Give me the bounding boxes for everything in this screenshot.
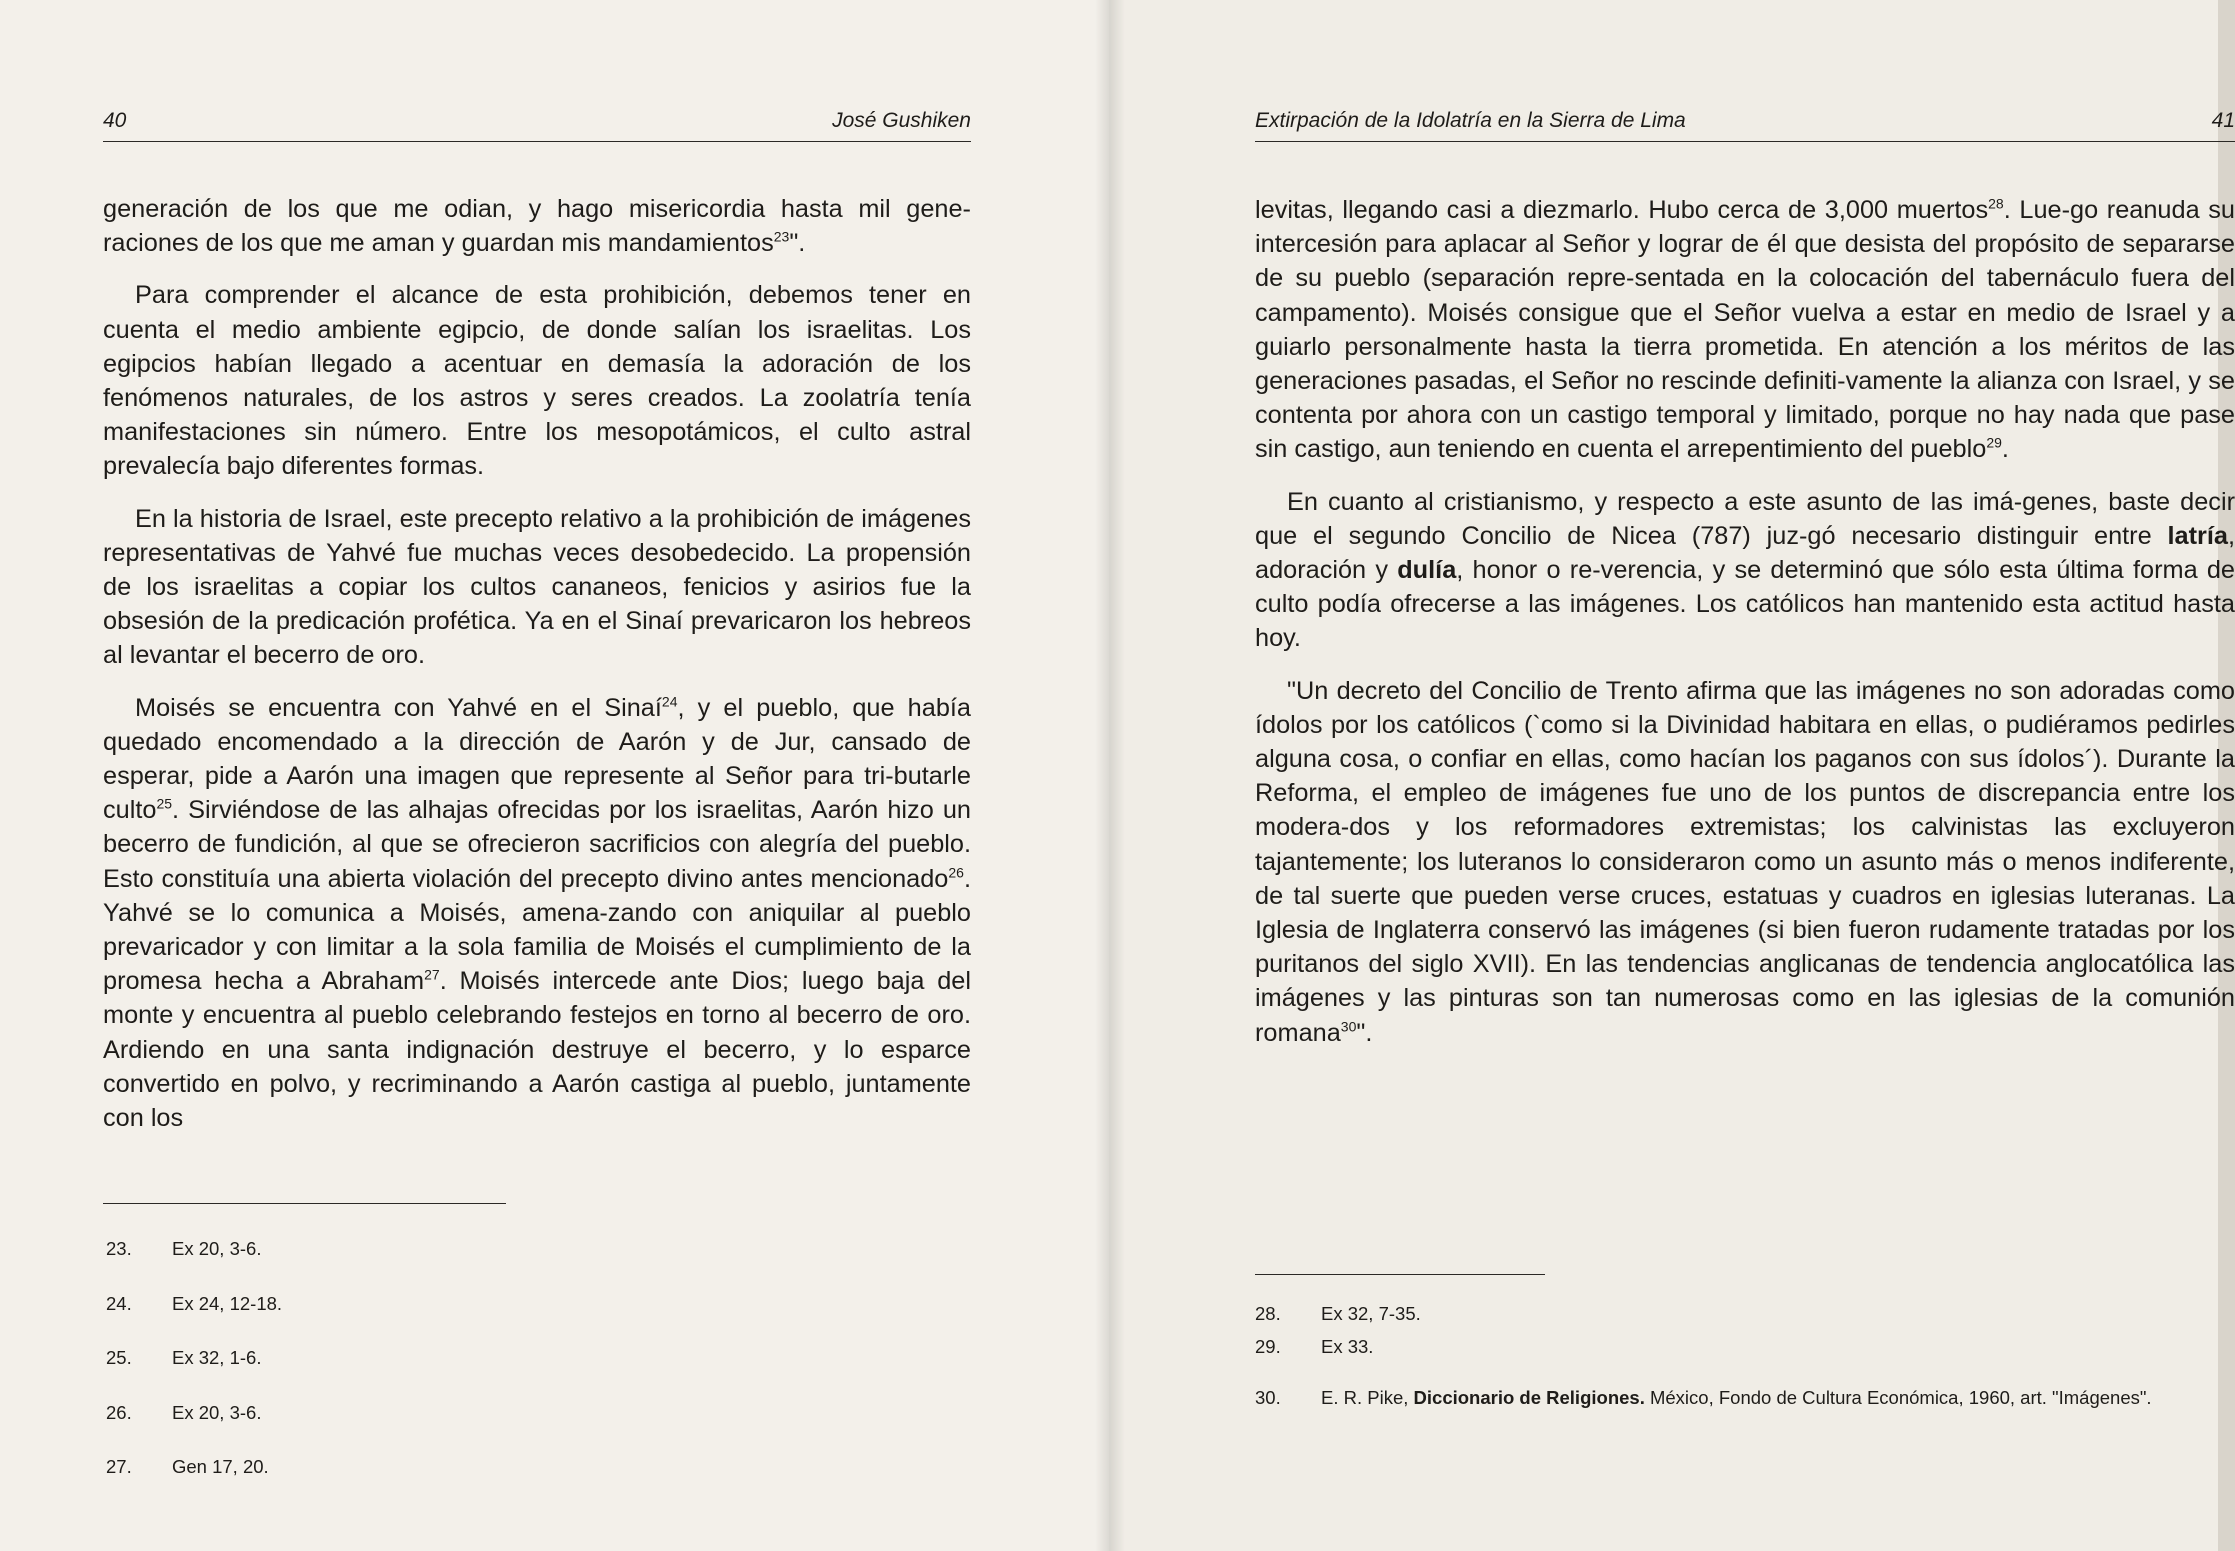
right-page-header [1255,102,2235,142]
paragraph: Para comprender el alcance de esta prohibición, debemos tener en cuenta el medio ambiente egipcio, de donde salían los israelitas. Los egipcios habían llegado a acentuar en demasía la adoración de los fenómenos naturales, de los astros y seres creados. La zoolatría tenía manifestaciones sin número. Entre los mesopotámicos, el culto astral prevalecía bajo diferentes formas. [103,281,971,481]
bold-term: Diccionario de Religiones. [1413,1387,1645,1408]
footnote-number: 29. [1255,1336,1281,1357]
footnote-text: Ex 32, 7-35. [1321,1303,1421,1324]
footnote [106,1401,666,1456]
page-number: 41 [2211,109,2235,132]
footnote-number: 23. [106,1238,132,1259]
left-footnotes [106,1237,666,1510]
right-body-text [1255,193,2235,1068]
footnote-marker: 25 [156,795,173,812]
footnote-marker: 26 [948,864,964,881]
footnote-number: 28. [1255,1303,1281,1324]
footnote-text: Ex 33. [1321,1336,1374,1357]
footnote-divider [1255,1274,1545,1275]
footnote [106,1237,666,1292]
right-footnotes [1255,1302,2235,1410]
footnote [106,1292,666,1347]
paragraph: generación de los que me odian, y hago misericordia hasta mil gene-raciones de los que me aman y guardan mis mandamientos$^{23}$". [103,195,971,258]
footnote-text: E. R. Pike, Diccionario de Religiones. México, Fondo de Cultura Económica, 1960, art. "Imágenes". [1321,1387,2152,1408]
footnote [106,1346,666,1401]
footnote-marker: 24 [661,693,678,710]
footnote-text: Ex 20, 3-6. [172,1401,262,1423]
footnote-marker: 23 [773,228,790,245]
paragraph: levitas, llegando casi a diezmarlo. Hubo cerca de 3,000 muertos$^{28}$. Lue-go reanuda su intercesión para aplacar al Señor y lograr de él que desista del propósito de separarse de su pueblo (separación repre-sentada en la colocación del tabernáculo fuera del campamento). Moisés consigue que el Señor vuelva a estar en medio de Israel y a guiarlo personalmente hasta la tierra prometida. En atención a los méritos de las generaciones pasadas, el Señor no rescinde definiti-vamente la alianza con Israel, y se contenta por ahora con un castigo temporal y limitado, porque no hay nada que pase sin castigo, aun teniendo en cuenta el arrepentimiento del pueblo$^{29}$. [1255,195,2235,464]
footnote-text: Ex 32, 1-6. [172,1347,262,1368]
footnote-number: 30. [1255,1387,1281,1408]
footnote-number: 27. [106,1456,132,1477]
footnote-text: Gen 17, 20. [172,1456,269,1477]
running-head: Extirpación de la Idolatría en la Sierra de Lima [1255,109,1686,132]
paragraph: En la historia de Israel, este precepto relativo a la prohibición de imágenes representativas de Yahvé fue muchas veces desobedecido. La propensión de los israelitas a copiar los cultos cananeos, fenicios y asirios fue la obsesión de la predicación profética. Ya en el Sinaí prevaricaron los hebreos al levantar el becerro de oro. [103,504,971,670]
footnote-marker: 28 [1988,195,2004,212]
footnote-number: 24. [106,1292,132,1314]
footnote-marker: 27 [424,966,440,983]
footnote-divider [103,1203,506,1204]
left-page [0,0,1109,1551]
left-body-text [103,192,971,1153]
page-number: 40 [103,109,127,132]
bold-term: dulía [1397,556,1457,585]
right-page [1109,0,2235,1551]
running-head: José Gushiken [832,109,971,132]
footnote-marker: 29 [1986,435,2002,451]
footnote-number: 25. [106,1347,132,1368]
footnote-text: Ex 20, 3-6. [172,1238,262,1259]
bold-term: latría [2167,521,2228,550]
footnote [1255,1386,2235,1410]
paragraph: "Un decreto del Concilio de Trento afirma que las imágenes no son adoradas como ídolos por los católicos (`como si la Divinidad habitara en ellas, o pudiéramos pedirles alguna cosa, o confiar en ellas, como hacían los paganos con sus ídolos´). Durante la Reforma, el empleo de imágenes fue uno de los puntos de discrepancia entre los modera-dos y los reformadores extremistas; los calvinistas las excluyeron tajantemente; los luteranos lo consideraron como un asunto más o menos indiferente, de tal suerte que pueden verse cruces, estatuas y cuadros en iglesias luteranas. La Iglesia de Inglaterra conservó las imágenes (si bien fueron rudamente tratadas por los puritanos del siglo XVII). En las tendencias anglicanas de tendencia anglocatólica las imágenes y las pinturas son tan numerosas como en las iglesias de la comunión romana$^{30}$". [1255,676,2235,1047]
left-page-header [103,102,971,142]
footnote-marker: 30 [1340,1018,1357,1035]
paragraph: En cuanto al cristianismo, y respecto a este asunto de las imá-genes, baste decir que el segundo Concilio de Nicea (787) juz-gó necesario distinguir entre latría, adoración y dulía, honor o re-verencia, y se determinó que sólo esta última forma de culto podía ofrecerse a las imágenes. Los católicos han mantenido esta actitud hasta hoy. [1255,487,2235,653]
footnote-number: 26. [106,1401,132,1423]
footnote-text: Ex 24, 12-18. [172,1292,283,1314]
paragraph: Moisés se encuentra con Yahvé en el Sinaí$^{24}$, y el pueblo, que había quedado encomendado a la dirección de Aarón y de Jur, cansado de esperar, pide a Aarón una imagen que represente al Señor para tri-butarle culto$^{25}$. Sirviéndose de las alhajas ofrecidas por los israelitas, Aarón hizo un becerro de fundición, al que se ofrecieron sacrificios con alegría del pueblo. Esto constituía una abierta violación del precepto divino antes mencionado$^{26}$. Yahvé se lo comunica a Moisés, amena-zando con aniquilar al pueblo prevaricador y con limitar a la sola familia de Moisés el cumplimiento de la promesa hecha a Abraham$^{27}$. Moisés intercede ante Dios; luego baja del monte y encuentra al pueblo celebrando festejos en torno al becerro de oro. Ardiendo en una santa indignación destruye el becerro, y lo esparce convertido en polvo, y recriminando a Aarón castiga al pueblo, juntamente con los [103,693,971,1133]
footnote [1255,1302,2235,1335]
footnote [106,1455,666,1510]
footnote [1255,1335,2235,1368]
